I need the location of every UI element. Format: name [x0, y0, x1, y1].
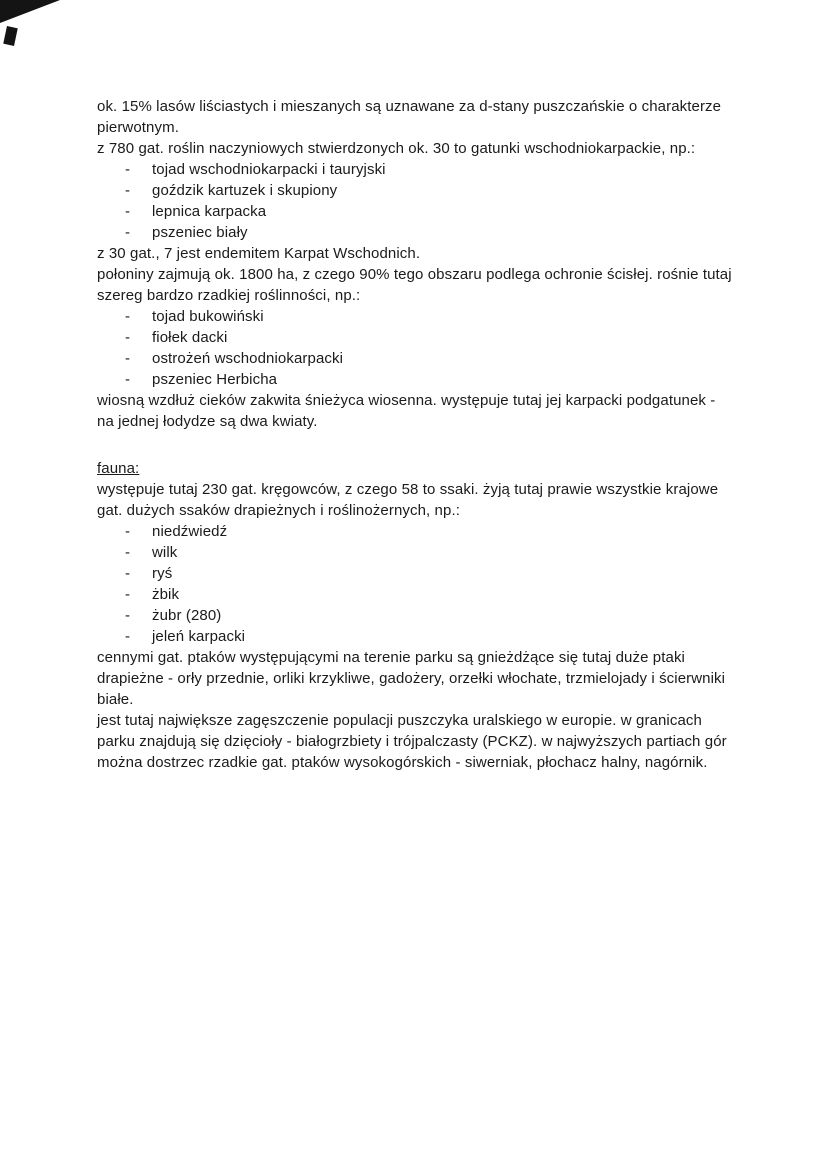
list-item-text: lepnica karpacka — [152, 203, 267, 220]
list-item-text: pszeniec Herbicha — [152, 371, 278, 388]
paragraph: z 30 gat., 7 jest endemitem Karpat Wschodnich. — [97, 245, 421, 262]
paragraph: jest tutaj największe zagęszczenie populacji puszczyka uralskiego w europie. w granicach parku znajdują się dzięcioły - białogrzbiety i trójpalczasty (PCKZ). w najwyższych partiach gór można dostrzec rzadkie gat. ptaków wysokogórskich - siwerniak, płochacz halny, nagórnik. — [97, 712, 727, 771]
bullet-dash: - — [125, 628, 131, 645]
bullet-dash: - — [125, 224, 131, 241]
bullet-list — [97, 159, 733, 243]
bullet-dash: - — [125, 586, 131, 603]
scan-edge-mark — [3, 26, 18, 46]
bullet-dash: - — [125, 523, 131, 540]
scan-corner-shadow — [0, 0, 60, 23]
list-item — [97, 306, 733, 327]
paragraph: cennymi gat. ptaków występującymi na terenie parku są gnieżdżące się tutaj duże ptaki drapieżne - orły przednie, orliki krzykliwe, gadożery, orzełki włochate, trzmielojady i ścierwniki białe. — [97, 649, 726, 708]
document-text — [97, 96, 733, 773]
list-item — [97, 369, 733, 390]
list-item-text: tojad wschodniokarpacki i tauryjski — [152, 161, 386, 178]
bullet-dash: - — [125, 161, 131, 178]
bullet-dash: - — [125, 308, 131, 325]
bullet-dash: - — [125, 371, 131, 388]
list-item-text: ryś — [152, 565, 173, 582]
list-item — [97, 327, 733, 348]
paragraph: połoniny zajmują ok. 1800 ha, z czego 90% tego obszaru podlega ochronie ścisłej. rośnie tutaj szereg bardzo rzadkiej roślinności, np.: — [97, 266, 732, 304]
list-item — [97, 626, 733, 647]
list-item-text: goździk kartuzek i skupiony — [152, 182, 338, 199]
list-item-text: pszeniec biały — [152, 224, 248, 241]
list-item-text: żbik — [152, 586, 180, 603]
list-item — [97, 584, 733, 605]
list-item-text: ostrożeń wschodniokarpacki — [152, 350, 344, 367]
bullet-dash: - — [125, 350, 131, 367]
paragraph: wiosną wzdłuż cieków zakwita śnieżyca wiosenna. występuje tutaj jej karpacki podgatunek - na jednej łodydze są dwa kwiaty. — [97, 392, 716, 430]
list-item-text: wilk — [152, 544, 178, 561]
bullet-dash: - — [125, 203, 131, 220]
list-item — [97, 201, 733, 222]
list-item-text: jeleń karpacki — [152, 628, 246, 645]
list-item — [97, 180, 733, 201]
paragraph: występuje tutaj 230 gat. kręgowców, z czego 58 to ssaki. żyją tutaj prawie wszystkie krajowe gat. dużych ssaków drapieżnych i roślinożernych, np.: — [97, 481, 719, 519]
list-item — [97, 521, 733, 542]
bullet-dash: - — [125, 565, 131, 582]
bullet-dash: - — [125, 182, 131, 199]
bullet-dash: - — [125, 329, 131, 346]
bullet-list — [97, 521, 733, 647]
list-item — [97, 222, 733, 243]
paragraph-spacer — [97, 432, 733, 458]
list-item — [97, 159, 733, 180]
list-item-text: fiołek dacki — [152, 329, 228, 346]
bullet-dash: - — [125, 607, 131, 624]
list-item-text: niedźwiedź — [152, 523, 228, 540]
bullet-list — [97, 306, 733, 390]
list-item-text: żubr (280) — [152, 607, 222, 624]
list-item — [97, 542, 733, 563]
list-item — [97, 605, 733, 626]
list-item — [97, 563, 733, 584]
bullet-dash: - — [125, 544, 131, 561]
paragraph: z 780 gat. roślin naczyniowych stwierdzonych ok. 30 to gatunki wschodniokarpackie, np.: — [97, 140, 696, 157]
list-item-text: tojad bukowiński — [152, 308, 264, 325]
fauna-heading: fauna: — [97, 460, 140, 477]
list-item — [97, 348, 733, 369]
paragraph: ok. 15% lasów liściastych i mieszanych są uznawane za d-stany puszczańskie o charakterze pierwotnym. — [97, 98, 722, 136]
